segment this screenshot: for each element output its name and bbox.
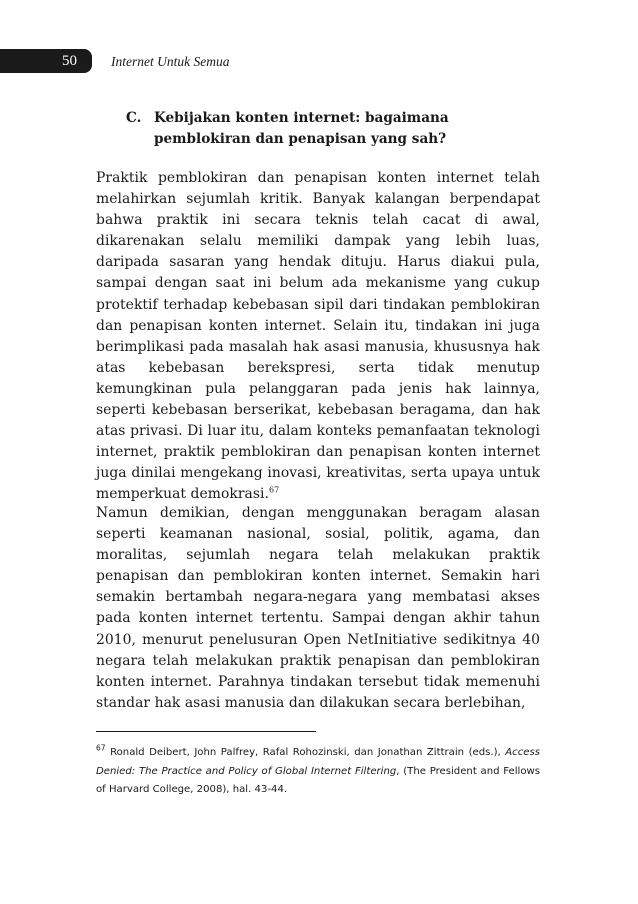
paragraph-2-text: Namun demikian, dengan menggunakan beragam alasan seperti keamanan nasional, sosial, politik, agama, dan moralitas, sejumlah negara telah melakukan praktik penapisan dan pemblokiran konten internet. Semakin hari semakin bertambah negara-negara yang membatasi akses pada konten internet tertentu. Sampai dengan akhir tahun 2010, menurut penelusuran Open NetInitiative sedikitnya 40 negara telah melakukan praktik penapisan dan pemblokiran konten internet. Parahnya tindakan tersebut tidak memenuhi standar hak asasi manusia dan dilakukan secara berlebihan, <box>96 505 540 711</box>
footnote-mark: 67 <box>96 743 106 753</box>
footnote-authors: Ronald Deibert, John Palfrey, Rafal Rohozinski, dan Jonathan Zittrain (eds.), <box>110 747 501 758</box>
running-head: Internet Untuk Semua <box>111 54 230 69</box>
paragraph-1-text: Praktik pemblokiran dan penapisan konten internet telah melahirkan sejumlah kritik. Banyak kalangan berpendapat bahwa praktik ini secara teknis telah cacat di awal, dikarenakan selalu memiliki dampak yang lebih luas, daripada sasaran yang hendak dituju. Harus diakui pula, sampai dengan saat ini belum ada mekanisme yang cukup protektif terhadap kebebasan sipil dari tindakan pemblokiran dan penapisan konten internet. Selain itu, tindakan ini juga berimplikasi pada masalah hak asasi manusia, khususnya hak atas kebebasan berekspresi, serta tidak menutup kemungkinan pula pelanggaran pada jenis hak lainnya, seperti kebebasan berserikat, kebebasan beragama, dan hak atas privasi. Di luar itu, dalam konteks pemanfaatan teknologi internet, praktik pemblokiran dan penapisan konten internet juga dinilai mengekang inovasi, kreativitas, serta upaya untuk memperkuat demokrasi. <box>96 170 540 503</box>
footnote <box>96 744 540 800</box>
footnote-book-title: Access Denied: The Practice and Policy of Global Internet Filtering <box>96 747 540 777</box>
section-heading <box>126 108 526 150</box>
section-letter: C. <box>126 110 142 126</box>
footnote-divider <box>96 731 316 732</box>
footnote-publisher: , (The President and Fellows of Harvard College, 2008), hal. 43-44. <box>96 765 541 795</box>
paragraph-2 <box>96 503 540 714</box>
section-title: Kebijakan konten internet: bagaimana pemblokiran dan penapisan yang sah? <box>154 110 449 147</box>
footnote-reference[interactable]: 67 <box>268 485 280 495</box>
page-number-tab <box>0 49 92 73</box>
paragraph-1 <box>96 168 540 506</box>
page-number: 50 <box>62 53 77 69</box>
